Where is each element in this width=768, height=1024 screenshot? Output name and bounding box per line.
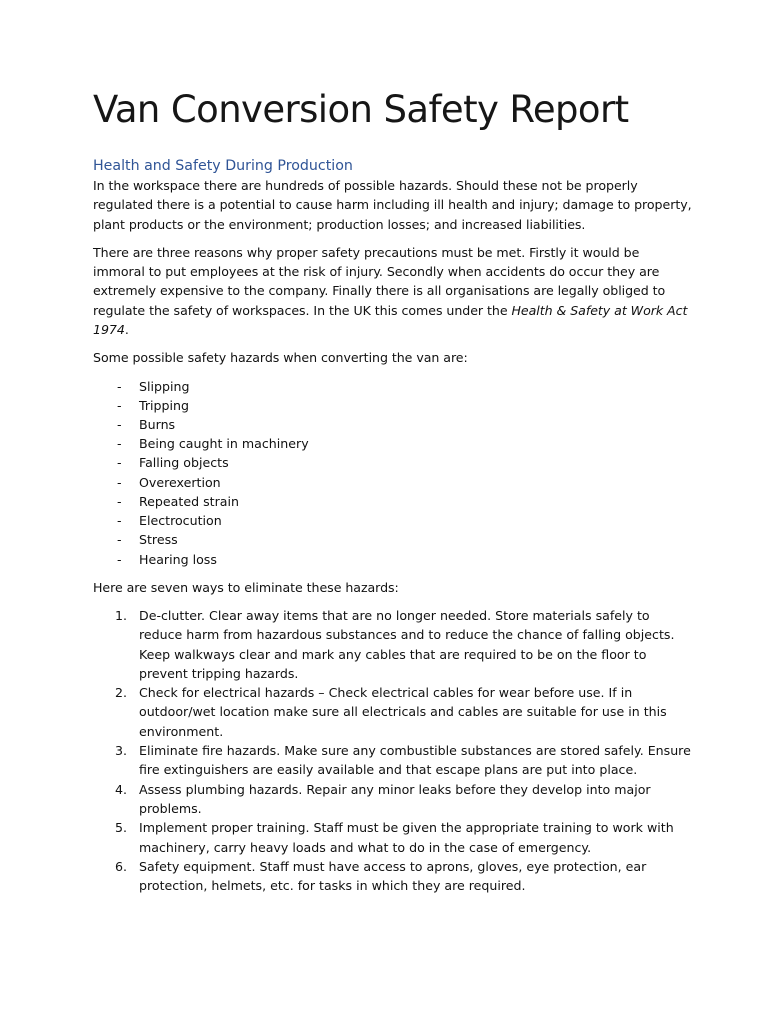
list-item <box>93 453 693 472</box>
hazard-text: Burns <box>139 417 176 433</box>
bullet-marker: - <box>117 532 122 548</box>
bullet-marker: - <box>117 397 122 413</box>
bullet-marker: - <box>117 474 122 490</box>
step-text: Safety equipment. Staff must have access to aprons, gloves, eye protection, ear protection, helmets, etc. for tasks in which they are required. <box>139 858 647 894</box>
bullet-marker: - <box>117 436 122 452</box>
step-number: 4. <box>115 781 128 797</box>
list-item <box>93 511 693 530</box>
reasons-text: There are three reasons why proper safety precautions must be met. Firstly it would be immoral to put employees at the risk of injury. Secondly when accidents do occur they are extremely expensive to the company. Finally there is all organisations are legally obliged to regulate the safety of workspaces. In the UK this comes under the <box>93 244 666 318</box>
list-item <box>93 683 693 741</box>
act-name: Health & Safety at Work Act 1974 <box>93 302 688 338</box>
step-number: 3. <box>115 743 128 759</box>
document-body <box>93 156 693 895</box>
bullet-marker: - <box>117 551 122 567</box>
list-item <box>93 434 693 453</box>
section-heading: Health and Safety During Production <box>93 158 353 174</box>
list-item <box>93 780 693 819</box>
page-title: Van Conversion Safety Report <box>93 88 629 131</box>
step-text: Assess plumbing hazards. Repair any minor leaks before they develop into major problems. <box>139 781 651 816</box>
steps-list <box>93 606 693 895</box>
reasons-end: . <box>124 322 129 338</box>
list-item <box>93 606 693 683</box>
hazard-text: Being caught in machinery <box>139 436 309 452</box>
step-number: 2. <box>115 685 128 701</box>
step-text: Implement proper training. Staff must be given the appropriate training to work with machinery, carry heavy loads and what to do in the case of emergency. <box>139 820 674 855</box>
hazards-list <box>93 377 693 569</box>
bullet-marker: - <box>117 513 122 529</box>
list-item <box>93 473 693 492</box>
list-item <box>93 396 693 415</box>
list-item <box>93 550 693 569</box>
hazard-text: Tripping <box>139 397 189 413</box>
step-number: 6. <box>115 858 128 874</box>
step-text: Eliminate fire hazards. Make sure any combustible substances are stored safely. Ensure fire extinguishers are easily available and that escape plans are put into place. <box>139 743 691 778</box>
step-text: De-clutter. Clear away items that are no longer needed. Store materials safely to reduce harm from hazardous substances and to reduce the chance of falling objects. Keep walkways clear and mark any cables that are required to be on the floor to prevent tripping hazards. <box>139 608 675 681</box>
step-number: 1. <box>115 608 128 623</box>
hazard-text: Falling objects <box>139 455 229 471</box>
list-item <box>93 818 693 857</box>
bullet-marker: - <box>117 493 122 509</box>
hazards-intro: Some possible safety hazards when converting the van are: <box>93 350 468 366</box>
hazard-text: Overexertion <box>139 474 221 490</box>
list-item <box>93 857 693 896</box>
hazard-text: Repeated strain <box>139 493 239 509</box>
intro-paragraph: In the workspace there are hundreds of possible hazards. Should these not be properly regulated there is a potential to cause harm including ill health and injury; damage to property, plant products or the environment; production losses; and increased liabilities. <box>93 178 692 232</box>
bullet-marker: - <box>117 417 122 433</box>
hazard-text: Hearing loss <box>139 551 217 567</box>
reasons-paragraph <box>93 243 693 339</box>
bullet-marker: - <box>117 378 122 394</box>
list-item <box>93 530 693 549</box>
hazard-text: Slipping <box>139 378 190 394</box>
list-item <box>93 741 693 780</box>
list-item <box>93 415 693 434</box>
ways-intro: Here are seven ways to eliminate these hazards: <box>93 579 399 595</box>
list-item <box>93 492 693 511</box>
bullet-marker: - <box>117 455 122 471</box>
step-number: 5. <box>115 820 128 836</box>
list-item <box>93 377 693 396</box>
step-text: Check for electrical hazards – Check electrical cables for wear before use. If in outdoor/wet location make sure all electricals and cables are suitable for use in this environment. <box>139 685 667 739</box>
hazard-text: Electrocution <box>139 513 222 529</box>
hazard-text: Stress <box>139 532 178 548</box>
